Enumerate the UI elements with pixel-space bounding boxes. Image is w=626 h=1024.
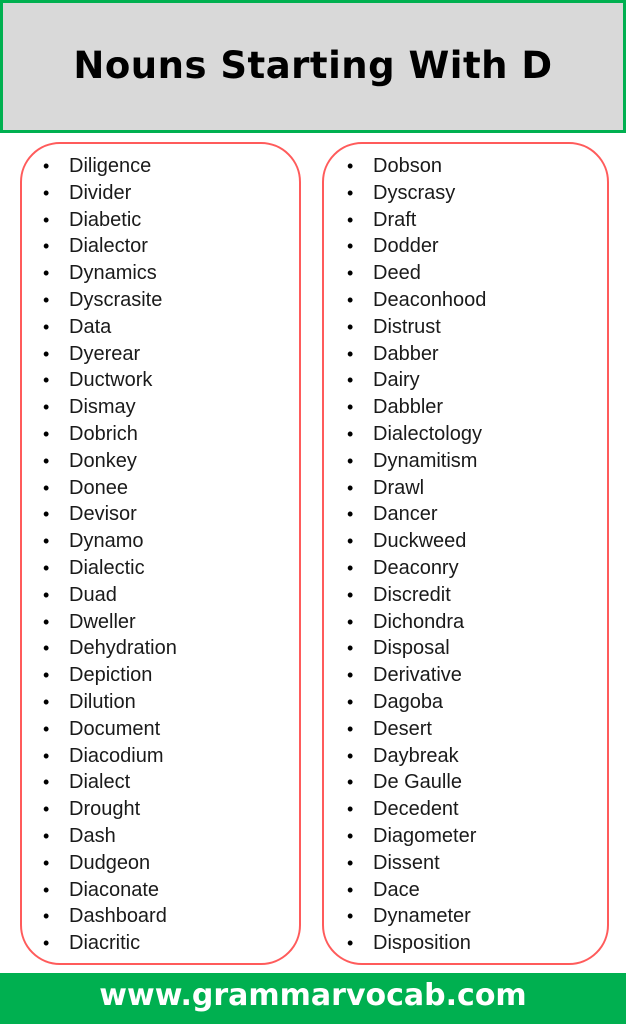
- bullet-icon: •: [347, 933, 354, 954]
- word-text: Dabbler: [373, 396, 444, 419]
- word-text: Dialectology: [373, 422, 482, 445]
- list-item: [22, 555, 299, 582]
- list-item: [324, 501, 607, 528]
- bullet-icon: •: [347, 799, 354, 820]
- bullet-icon: •: [347, 691, 354, 712]
- word-text: Dialector: [69, 235, 148, 258]
- list-item: [22, 260, 299, 287]
- list-item: [324, 475, 607, 502]
- list-item: [324, 716, 607, 743]
- bullet-icon: •: [43, 263, 50, 284]
- left-word-list-box: [20, 142, 301, 965]
- list-item: [22, 341, 299, 368]
- website-url: www.grammarvocab.com: [99, 978, 527, 1013]
- list-item: [22, 367, 299, 394]
- list-item: [22, 635, 299, 662]
- word-text: Dagoba: [373, 690, 444, 713]
- bullet-icon: •: [347, 611, 354, 632]
- bullet-icon: •: [43, 557, 50, 578]
- word-text: Dyscrasy: [373, 181, 456, 204]
- word-text: Daybreak: [373, 744, 459, 767]
- list-item: [22, 528, 299, 555]
- bullet-icon: •: [347, 825, 354, 846]
- right-word-list: [324, 153, 607, 957]
- word-text: Dilution: [69, 690, 136, 713]
- word-text: Dace: [373, 878, 420, 901]
- bullet-icon: •: [347, 718, 354, 739]
- list-item: [22, 823, 299, 850]
- word-text: Data: [69, 315, 112, 338]
- list-item: [324, 260, 607, 287]
- word-text: Diaconate: [69, 878, 160, 901]
- word-text: Donee: [69, 476, 128, 499]
- list-item: [22, 394, 299, 421]
- list-item: [324, 367, 607, 394]
- bullet-icon: •: [43, 370, 50, 391]
- word-text: Disposition: [373, 932, 471, 955]
- word-text: Dobrich: [69, 422, 138, 445]
- word-text: Depiction: [69, 664, 153, 687]
- list-item: [324, 207, 607, 234]
- bullet-icon: •: [43, 799, 50, 820]
- word-text: Dancer: [373, 503, 438, 526]
- list-item: [22, 582, 299, 609]
- list-item: [324, 662, 607, 689]
- list-item: [324, 555, 607, 582]
- list-item: [22, 207, 299, 234]
- list-item: [324, 930, 607, 957]
- word-text: Derivative: [373, 664, 462, 687]
- word-text: Ductwork: [69, 369, 153, 392]
- list-item: [22, 233, 299, 260]
- list-item: [324, 394, 607, 421]
- page-title: Nouns Starting With D: [73, 44, 553, 87]
- word-text: Duckweed: [373, 530, 467, 553]
- list-item: [22, 501, 299, 528]
- bullet-icon: •: [43, 397, 50, 418]
- word-text: Dehydration: [69, 637, 177, 660]
- bullet-icon: •: [43, 289, 50, 310]
- bullet-icon: •: [347, 397, 354, 418]
- bullet-icon: •: [347, 156, 354, 176]
- word-text: Decedent: [373, 798, 459, 821]
- list-item: [324, 609, 607, 636]
- bullet-icon: •: [347, 209, 354, 230]
- list-item: [22, 743, 299, 770]
- list-item: [22, 850, 299, 877]
- list-item: [324, 233, 607, 260]
- bullet-icon: •: [347, 236, 354, 257]
- bullet-icon: •: [347, 879, 354, 900]
- list-item: [22, 314, 299, 341]
- list-item: [324, 421, 607, 448]
- word-text: Distrust: [373, 315, 441, 338]
- bullet-icon: •: [347, 370, 354, 391]
- list-item: [22, 877, 299, 904]
- word-text: Deed: [373, 262, 421, 285]
- bullet-icon: •: [43, 825, 50, 846]
- word-text: Dabber: [373, 342, 439, 365]
- bullet-icon: •: [43, 906, 50, 927]
- word-text: Dyerear: [69, 342, 141, 365]
- word-text: Desert: [373, 717, 432, 740]
- bullet-icon: •: [43, 477, 50, 498]
- list-item: [22, 716, 299, 743]
- bullet-icon: •: [43, 852, 50, 873]
- word-text: Dudgeon: [69, 851, 151, 874]
- list-item: [324, 796, 607, 823]
- list-item: [324, 903, 607, 930]
- bullet-icon: •: [347, 450, 354, 471]
- bullet-icon: •: [347, 343, 354, 364]
- bullet-icon: •: [43, 718, 50, 739]
- word-text: Dodder: [373, 235, 439, 258]
- word-text: Document: [69, 717, 161, 740]
- list-item: [22, 662, 299, 689]
- bullet-icon: •: [43, 691, 50, 712]
- bullet-icon: •: [347, 289, 354, 310]
- word-text: Drought: [69, 798, 141, 821]
- bullet-icon: •: [43, 638, 50, 659]
- bullet-icon: •: [43, 450, 50, 471]
- list-item: [324, 743, 607, 770]
- bullet-icon: •: [347, 638, 354, 659]
- word-text: Disposal: [373, 637, 450, 660]
- bullet-icon: •: [43, 236, 50, 257]
- list-item: [22, 180, 299, 207]
- word-text: Draft: [373, 208, 417, 231]
- list-item: [22, 769, 299, 796]
- bullet-icon: •: [347, 477, 354, 498]
- footer-banner: [0, 973, 626, 1024]
- bullet-icon: •: [347, 852, 354, 873]
- word-text: Diacodium: [69, 744, 164, 767]
- word-text: Diligence: [69, 155, 152, 177]
- word-text: Dichondra: [373, 610, 465, 633]
- word-text: Dynamics: [69, 262, 157, 285]
- bullet-icon: •: [347, 316, 354, 337]
- bullet-icon: •: [43, 182, 50, 203]
- bullet-icon: •: [347, 423, 354, 444]
- bullet-icon: •: [347, 557, 354, 578]
- word-text: Dynamo: [69, 530, 144, 553]
- list-item: [22, 448, 299, 475]
- word-text: Dash: [69, 824, 116, 847]
- bullet-icon: •: [43, 584, 50, 605]
- list-item: [22, 475, 299, 502]
- word-text: Dweller: [69, 610, 136, 633]
- word-text: Donkey: [69, 449, 137, 472]
- bullet-icon: •: [43, 611, 50, 632]
- bullet-icon: •: [43, 156, 50, 176]
- word-text: Deaconhood: [373, 288, 487, 311]
- bullet-icon: •: [43, 933, 50, 954]
- bullet-icon: •: [43, 423, 50, 444]
- list-item: [324, 448, 607, 475]
- bullet-icon: •: [43, 209, 50, 230]
- list-item: [22, 153, 299, 180]
- list-item: [22, 903, 299, 930]
- bullet-icon: •: [347, 745, 354, 766]
- list-item: [324, 341, 607, 368]
- word-text: Dairy: [373, 369, 420, 392]
- bullet-icon: •: [347, 182, 354, 203]
- list-item: [324, 287, 607, 314]
- word-text: Drawl: [373, 476, 425, 499]
- word-text: Deaconry: [373, 556, 459, 579]
- list-item: [324, 582, 607, 609]
- list-item: [324, 528, 607, 555]
- bullet-icon: •: [43, 504, 50, 525]
- list-item: [324, 635, 607, 662]
- word-text: Discredit: [373, 583, 451, 606]
- bullet-icon: •: [347, 504, 354, 525]
- list-item: [324, 823, 607, 850]
- word-text: Diabetic: [69, 208, 142, 231]
- word-text: De Gaulle: [373, 771, 462, 794]
- word-text: Dissent: [373, 851, 440, 874]
- bullet-icon: •: [43, 879, 50, 900]
- word-text: Dialectic: [69, 556, 145, 579]
- bullet-icon: •: [347, 772, 354, 793]
- word-text: Devisor: [69, 503, 137, 526]
- bullet-icon: •: [347, 531, 354, 552]
- word-text: Divider: [69, 181, 132, 204]
- word-text: Dynamitism: [373, 449, 478, 472]
- bullet-icon: •: [43, 316, 50, 337]
- right-word-list-box: [322, 142, 609, 965]
- word-text: Dynameter: [373, 905, 471, 928]
- list-item: [324, 689, 607, 716]
- list-item: [22, 287, 299, 314]
- list-item: [22, 689, 299, 716]
- list-item: [324, 153, 607, 180]
- word-text: Dobson: [373, 155, 442, 177]
- list-item: [22, 421, 299, 448]
- list-item: [324, 314, 607, 341]
- word-text: Dashboard: [69, 905, 167, 928]
- word-text: Dyscrasite: [69, 288, 163, 311]
- bullet-icon: •: [43, 531, 50, 552]
- title-banner: [0, 0, 626, 133]
- bullet-icon: •: [347, 665, 354, 686]
- left-word-list: [22, 153, 299, 957]
- list-item: [324, 877, 607, 904]
- bullet-icon: •: [43, 745, 50, 766]
- word-text: Diacritic: [69, 932, 141, 955]
- list-item: [22, 930, 299, 957]
- word-text: Dialect: [69, 771, 131, 794]
- list-item: [22, 609, 299, 636]
- word-text: Duad: [69, 583, 117, 606]
- word-text: Dismay: [69, 396, 136, 419]
- bullet-icon: •: [43, 665, 50, 686]
- bullet-icon: •: [43, 343, 50, 364]
- list-item: [324, 180, 607, 207]
- list-item: [324, 769, 607, 796]
- bullet-icon: •: [43, 772, 50, 793]
- list-item: [324, 850, 607, 877]
- bullet-icon: •: [347, 906, 354, 927]
- bullet-icon: •: [347, 263, 354, 284]
- word-text: Diagometer: [373, 824, 477, 847]
- bullet-icon: •: [347, 584, 354, 605]
- list-item: [22, 796, 299, 823]
